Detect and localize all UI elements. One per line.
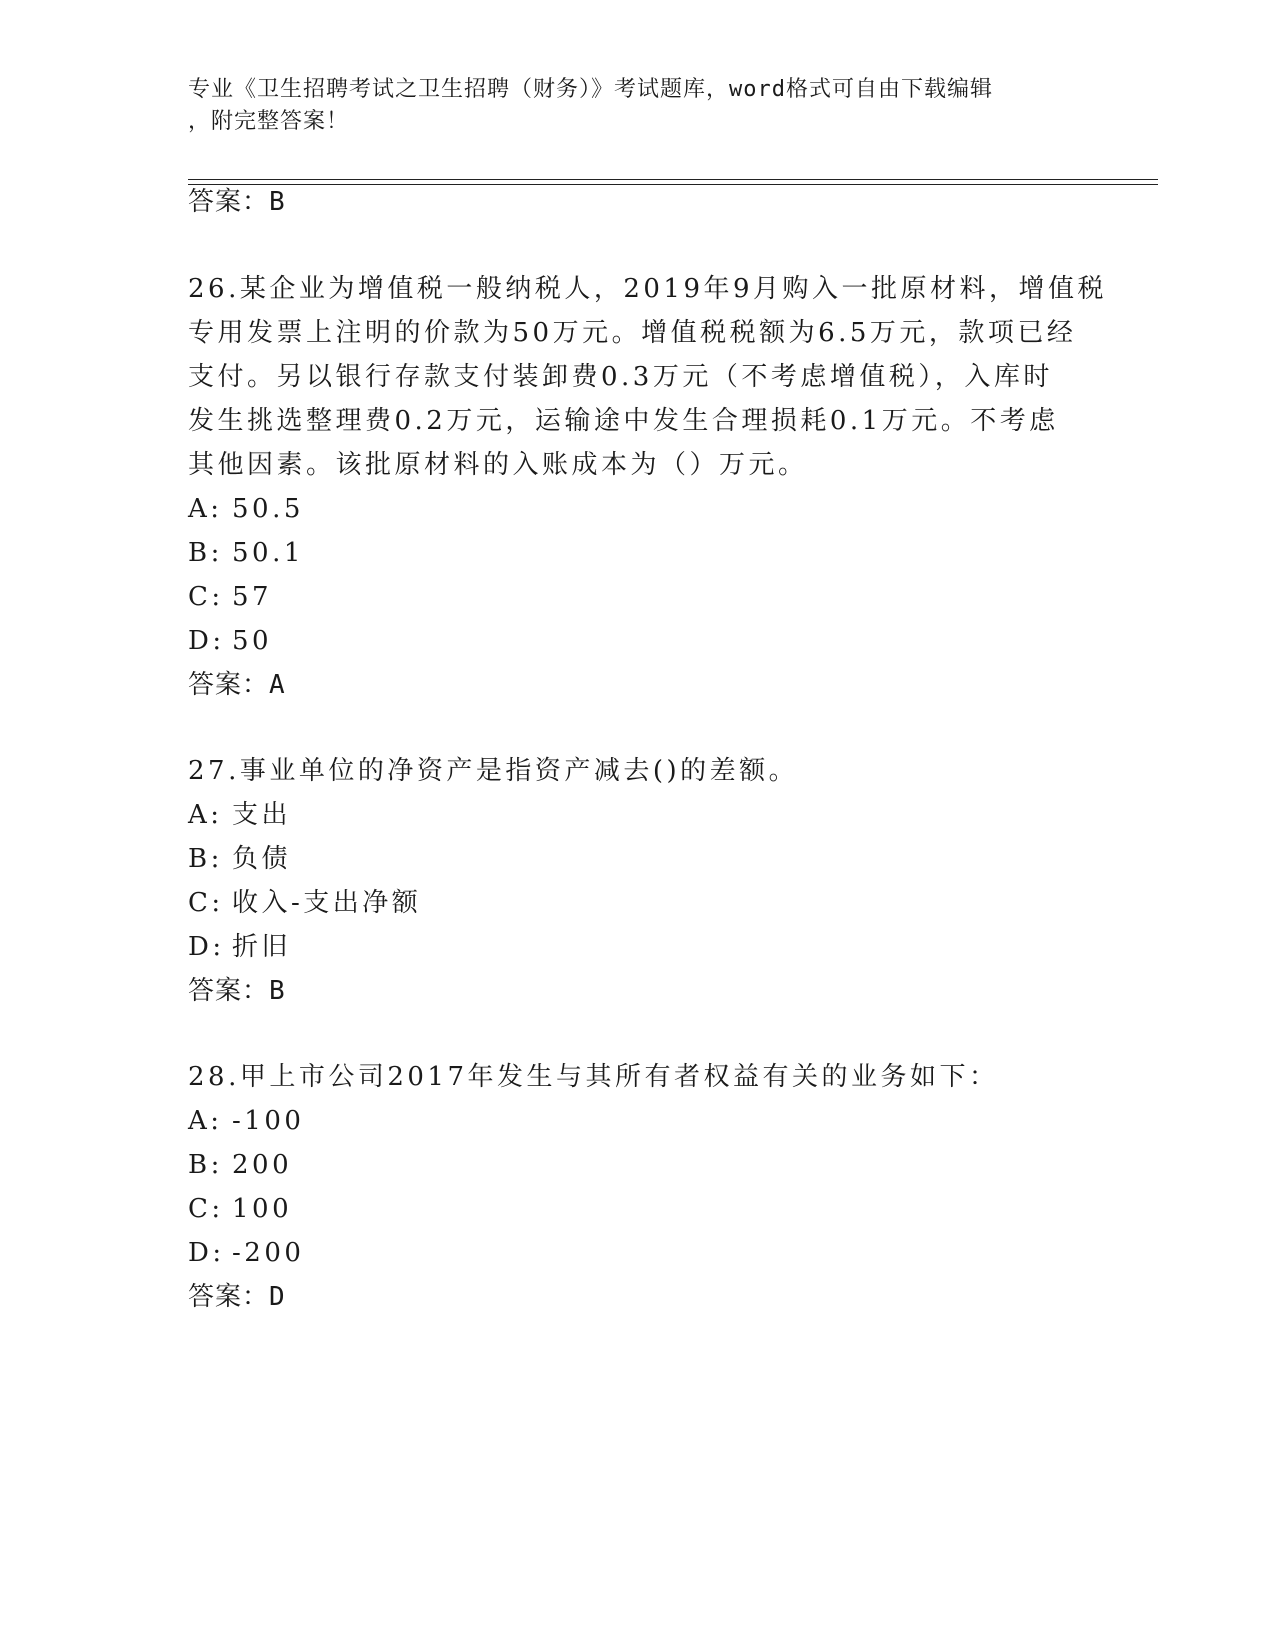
question-27-stem-line-1: 27.事业单位的净资产是指资产减去()的差额。 bbox=[188, 756, 799, 786]
question-28-option-b: B: 200 bbox=[188, 1150, 293, 1180]
document-header bbox=[188, 74, 1068, 138]
header-divider-top bbox=[188, 179, 1158, 180]
question-27-option-c: C: 收入-支出净额 bbox=[188, 888, 422, 918]
question-26-stem-line-5: 其他因素。该批原材料的入账成本为（）万元。 bbox=[188, 450, 808, 480]
header-line-2: ，附完整答案！ bbox=[188, 109, 350, 134]
question-26-stem-line-4: 发生挑选整理费0.2万元，运输途中发生合理损耗0.1万元。不考虑 bbox=[188, 406, 1059, 436]
question-26-option-a: A: 50.5 bbox=[188, 494, 304, 524]
header-line-1: 专业《卫生招聘考试之卫生招聘（财务）》考试题库，word格式可自由下载编辑 bbox=[188, 77, 993, 102]
question-26-stem-line-1: 26.某企业为增值税一般纳税人，2019年9月购入一批原材料，增值税 bbox=[188, 274, 1108, 304]
header-divider-bottom bbox=[188, 184, 1158, 185]
question-26-stem-line-3: 支付。另以银行存款支付装卸费0.3万元（不考虑增值税），入库时 bbox=[188, 362, 1053, 392]
question-26-stem-line-2: 专用发票上注明的价款为50万元。增值税税额为6.5万元，款项已经 bbox=[188, 318, 1077, 348]
question-28-stem-line-1: 28.甲上市公司2017年发生与其所有者权益有关的业务如下： bbox=[188, 1062, 999, 1092]
question-28-option-c: C: 100 bbox=[188, 1194, 293, 1224]
question-26-answer: 答案：A bbox=[188, 670, 286, 700]
question-27-answer: 答案：B bbox=[188, 976, 286, 1006]
question-27-option-d: D: 折旧 bbox=[188, 932, 292, 962]
question-27-option-a: A: 支出 bbox=[188, 800, 292, 830]
question-28-option-d: D: -200 bbox=[188, 1238, 305, 1268]
question-26-option-c: C: 57 bbox=[188, 582, 273, 612]
question-28-answer: 答案：D bbox=[188, 1282, 286, 1312]
question-26-option-d: D: 50 bbox=[188, 626, 273, 656]
question-28-option-a: A: -100 bbox=[188, 1106, 305, 1136]
question-27-option-b: B: 负债 bbox=[188, 844, 292, 874]
previous-answer: 答案：B bbox=[188, 187, 286, 217]
question-26-option-b: B: 50.1 bbox=[188, 538, 304, 568]
